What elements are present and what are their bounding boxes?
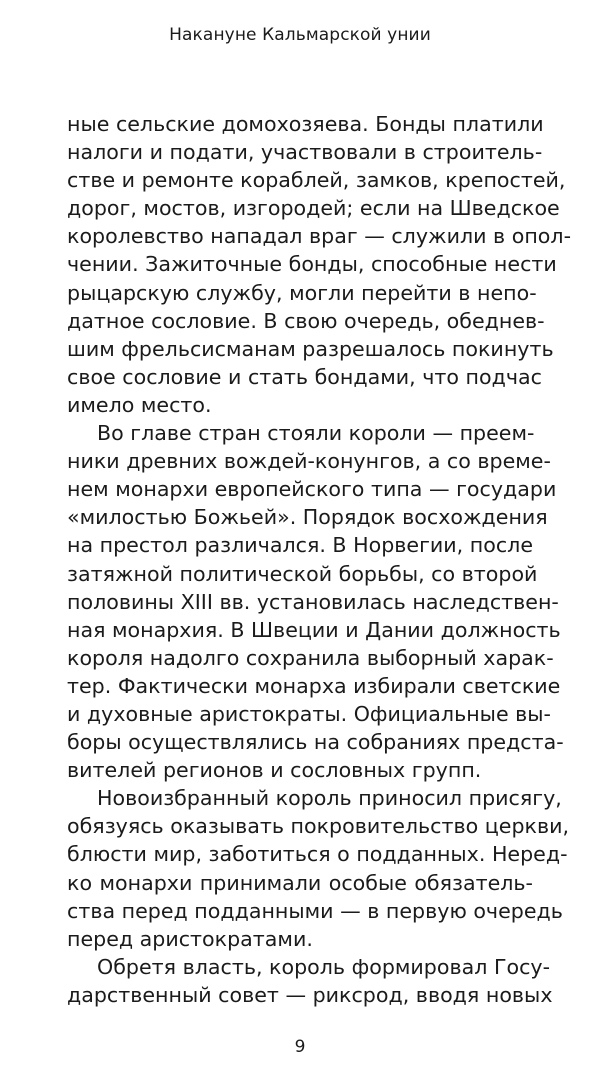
text-line: половины XIII вв. установилась наследствен- bbox=[67, 589, 559, 614]
text-line: нем монархи европейского типа — государи bbox=[67, 477, 557, 502]
text-line: чении. Зажиточные бонды, способные нести bbox=[67, 252, 557, 277]
text-line: тер. Фактически монарха избирали светские bbox=[67, 673, 561, 698]
text-line: ства перед подданными — в первую очередь bbox=[67, 898, 563, 923]
text-line: Во главе стран стояли короли — преем- bbox=[97, 421, 535, 446]
text-line: датное сословие. В свою очередь, обеднев- bbox=[67, 308, 545, 333]
text-line: Обретя власть, король формировал Госу- bbox=[97, 954, 551, 979]
text-line: ная монархия. В Швеции и Дании должность bbox=[67, 617, 561, 642]
text-line: вителей регионов и сословных групп. bbox=[67, 758, 482, 783]
text-line: рыцарскую службу, могли перейти в непо- bbox=[67, 280, 537, 305]
text-line: дорог, мостов, изгородей; если на Шведское bbox=[67, 196, 560, 221]
text-line: перед аристократами. bbox=[67, 926, 313, 951]
text-line: «милостью Божьей». Порядок восхождения bbox=[67, 505, 548, 530]
text-line: обязуясь оказывать покровительство церкви, bbox=[67, 814, 570, 839]
page-number: 9 bbox=[294, 1037, 306, 1057]
text-line: имело место. bbox=[67, 392, 212, 417]
text-line: на престол различался. В Норвегии, после bbox=[67, 533, 533, 558]
text-line: затяжной политической борьбы, со второй bbox=[67, 561, 538, 586]
text-line: стве и ремонте кораблей, замков, крепостей, bbox=[67, 168, 566, 193]
text-line: дарственный совет — риксрод, вводя новых bbox=[67, 982, 553, 1007]
body-text bbox=[67, 110, 571, 1009]
text-line: блюсти мир, заботиться о подданных. Неред- bbox=[67, 842, 568, 867]
text-line: короля надолго сохранила выборный харак- bbox=[67, 645, 554, 670]
text-line: ники древних вождей-конунгов, а со време- bbox=[67, 449, 551, 474]
text-line: шим фрельсисманам разрешалось покинуть bbox=[67, 336, 554, 361]
text-line: Новоизбранный король приносил присягу, bbox=[97, 786, 562, 811]
text-line: ные сельские домохозяева. Бонды платили bbox=[67, 112, 544, 136]
text-line: боры осуществлялись на собраниях предста- bbox=[67, 730, 564, 755]
running-head: Накануне Кальмарской унии bbox=[169, 25, 431, 45]
text-line: налоги и подати, участвовали в строитель- bbox=[67, 140, 543, 165]
text-line: свое сословие и стать бондами, что подчас bbox=[67, 364, 542, 389]
text-line: королевство нападал враг — служили в опол- bbox=[67, 224, 571, 249]
text-line: ко монархи принимали особые обязатель- bbox=[67, 870, 533, 895]
text-line: и духовные аристократы. Официальные вы- bbox=[67, 701, 551, 726]
